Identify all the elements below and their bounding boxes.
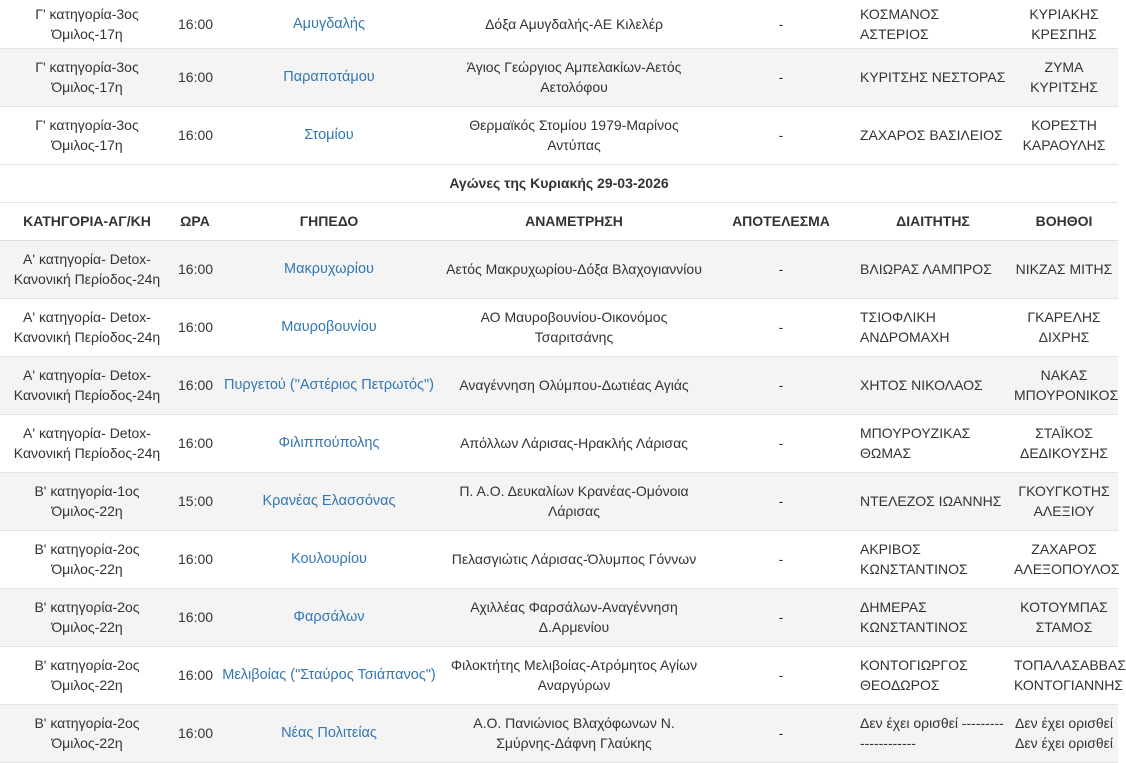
referee-cell: ΖΑΧΑΡΟΣ ΒΑΣΙΛΕΙΟΣ	[860, 127, 1003, 143]
header-venue: ΓΗΠΕΔΟ	[299, 213, 359, 229]
table-row	[0, 106, 1118, 164]
venue-link[interactable]: Κρανέας Ελασσόνας	[262, 493, 396, 509]
table-row	[0, 414, 1118, 472]
category-cell: Β' κατηγορία-2ος Όμιλος-22η	[34, 715, 140, 751]
header-assistants: ΒΟΗΘΟΙ	[1035, 213, 1093, 229]
referee-cell: ΚΥΡΙΤΣΗΣ ΝΕΣΤΟΡΑΣ	[860, 69, 1006, 85]
result-cell: -	[778, 377, 784, 393]
header-match: ΑΝΑΜΕΤΡΗΣΗ	[525, 213, 623, 229]
assistants-cell: ΤΟΠΑΛΑΣΑΒΒΑΣ ΚΟΝΤΟΓΙΑΝΝΗΣ	[1014, 657, 1126, 693]
table-row	[0, 298, 1118, 356]
match-cell: Α.Ο. Πανιώνιος Βλαχόφωνων Ν. Σμύρνης-Δάφνη Γλαύκης	[473, 715, 675, 751]
match-cell: Αναγέννηση Ολύμπου-Δωτιέας Αγιάς	[459, 377, 689, 393]
match-cell: Αετός Μακρυχωρίου-Δόξα Βλαχογιαννίου	[446, 261, 702, 277]
referee-cell: ΧΗΤΟΣ ΝΙΚΟΛΑΟΣ	[860, 377, 983, 393]
assistants-cell: ΓΚΑΡΕΛΗΣ ΔΙΧΡΗΣ	[1027, 309, 1101, 345]
assistants-cell: ΖΥΜΑ ΚΥΡΙΤΣΗΣ	[1030, 59, 1098, 95]
date-heading-row	[0, 164, 1118, 202]
venue-link[interactable]: Παραποτάμου	[283, 69, 375, 85]
venue-link[interactable]: Φιλιππούπολης	[278, 435, 380, 451]
assistants-cell: ΚΟΤΟΥΜΠΑΣ ΣΤΑΜΟΣ	[1020, 599, 1108, 635]
referee-cell: ΔΗΜΕΡΑΣ ΚΩΝΣΤΑΝΤΙΝΟΣ	[860, 599, 968, 635]
category-cell: Β' κατηγορία-2ος Όμιλος-22η	[34, 657, 140, 693]
table-row	[0, 704, 1118, 762]
time-cell: 16:00	[178, 435, 214, 451]
referee-cell: ΒΛΙΩΡΑΣ ΛΑΜΠΡΟΣ	[860, 261, 992, 277]
category-cell: Γ' κατηγορία-3ος Όμιλος-17η	[35, 117, 139, 153]
header-referee: ΔΙΑΙΤΗΤΗΣ	[896, 213, 970, 229]
category-cell: Α' κατηγορία- Detox-Κανονική Περίοδος-24η	[13, 425, 161, 461]
table-row	[0, 356, 1118, 414]
time-cell: 16:00	[178, 319, 214, 335]
category-cell: Α' κατηγορία- Detox-Κανονική Περίοδος-24η	[13, 251, 161, 287]
table-row	[0, 0, 1118, 48]
venue-link[interactable]: Αμυγδαλής	[293, 15, 365, 32]
date-section	[0, 164, 1118, 240]
referee-cell: ΜΠΟΥΡΟΥΖΙΚΑΣ ΘΩΜΑΣ	[860, 425, 971, 461]
result-cell: -	[778, 15, 784, 32]
assistants-cell: Δεν έχει ορισθεί Δεν έχει ορισθεί	[1015, 715, 1113, 751]
time-cell: 16:00	[178, 667, 214, 683]
table-row	[0, 48, 1118, 106]
referee-cell: ΚΟΣΜΑΝΟΣ ΑΣΤΕΡΙΟΣ	[860, 5, 940, 42]
time-cell: 16:00	[178, 261, 214, 277]
referee-cell: ΚΟΝΤΟΓΙΩΡΓΟΣ ΘΕΟΔΩΡΟΣ	[860, 657, 968, 693]
match-cell: Θερμαϊκός Στομίου 1979-Μαρίνος Αντύπας	[469, 117, 679, 153]
sunday-matches	[0, 240, 1126, 762]
assistants-cell: ΓΚΟΥΓΚΟΤΗΣ ΑΛΕΞΙΟΥ	[1018, 483, 1110, 519]
table-row	[0, 530, 1118, 588]
referee-cell: Δεν έχει ορισθεί ---------------------	[860, 715, 1004, 751]
time-cell: 16:00	[178, 15, 214, 32]
result-cell: -	[778, 667, 784, 683]
result-cell: -	[778, 261, 784, 277]
table-header	[0, 202, 1118, 240]
result-cell: -	[778, 319, 784, 335]
result-cell: -	[778, 69, 784, 85]
match-cell: Δόξα Αμυγδαλής-ΑΕ Κιλελέρ	[485, 15, 663, 32]
venue-link[interactable]: Στομίου	[304, 127, 354, 143]
assistants-cell: ΝΑΚΑΣ ΜΠΟΥΡΟΝΙΚΟΣ	[1014, 367, 1119, 403]
result-cell: -	[778, 725, 784, 741]
assistants-cell: ΣΤΑΪΚΟΣ ΔΕΔΙΚΟΥΣΗΣ	[1019, 425, 1109, 461]
venue-link[interactable]: Μακρυχωρίου	[284, 261, 374, 277]
venue-link[interactable]: Πυργετού ("Αστέριος Πετρωτός")	[223, 377, 435, 393]
table-row	[0, 472, 1118, 530]
date-heading: Αγώνες της Κυριακής 29-03-2026	[449, 175, 669, 191]
table-row	[0, 240, 1118, 298]
venue-link[interactable]: Μελιβοίας ("Σταύρος Τσιάπανος")	[222, 667, 436, 683]
venue-link[interactable]: Φαρσάλων	[293, 609, 365, 625]
header-time: ΩΡΑ	[180, 213, 210, 229]
referee-cell: ΑΚΡΙΒΟΣ ΚΩΝΣΤΑΝΤΙΝΟΣ	[860, 541, 968, 577]
match-cell: ΑΟ Μαυροβουνίου-Οικονόμος Τσαριτσάνης	[480, 309, 668, 345]
match-cell: Φιλοκτήτης Μελιβοίας-Ατρόμητος Αγίων Αναργύρων	[450, 657, 698, 693]
referee-cell: ΤΣΙΟΦΛΙΚΗ ΑΝΔΡΟΜΑΧΗ	[860, 309, 950, 345]
assistants-cell: ΝΙΚΖΑΣ ΜΙΤΗΣ	[1015, 261, 1113, 277]
assistants-cell: ΖΑΧΑΡΟΣ ΑΛΕΞΟΠΟΥΛΟΣ	[1014, 541, 1120, 577]
result-cell: -	[778, 435, 784, 451]
venue-link[interactable]: Νέας Πολιτείας	[281, 725, 377, 741]
time-cell: 16:00	[178, 551, 214, 567]
match-cell: Αχιλλέας Φαρσάλων-Αναγέννηση Δ.Αρμενίου	[470, 599, 678, 635]
result-cell: -	[778, 493, 784, 509]
result-cell: -	[778, 609, 784, 625]
category-cell: Β' κατηγορία-2ος Όμιλος-22η	[34, 599, 140, 635]
match-cell: Απόλλων Λάρισας-Ηρακλής Λάρισας	[460, 435, 688, 451]
category-cell: Α' κατηγορία- Detox-Κανονική Περίοδος-24η	[13, 309, 161, 345]
table-row	[0, 646, 1118, 704]
earlier-matches	[0, 0, 1118, 164]
match-cell: Πελασγιώτις Λάρισας-Όλυμπος Γόννων	[451, 551, 697, 567]
time-cell: 16:00	[178, 69, 214, 85]
header-category: ΚΑΤΗΓΟΡΙΑ-ΑΓ/ΚΗ	[23, 213, 151, 229]
time-cell: 16:00	[178, 609, 214, 625]
match-cell: Π. Α.Ο. Δευκαλίων Κρανέας-Ομόνοια Λάρισας	[459, 483, 689, 519]
assistants-cell: ΚΥΡΙΑΚΗΣ ΚΡΕΣΠΗΣ	[1029, 5, 1099, 42]
match-cell: Άγιος Γεώργιος Αμπελακίων-Αετός Αετολόφου	[466, 59, 682, 95]
result-cell: -	[778, 127, 784, 143]
header-result: ΑΠΟΤΕΛΕΣΜΑ	[732, 213, 830, 229]
assistants-cell: ΚΟΡΕΣΤΗ ΚΑΡΑΟΥΛΗΣ	[1022, 117, 1106, 153]
time-cell: 16:00	[178, 127, 214, 143]
venue-link[interactable]: Κουλουρίου	[291, 551, 367, 567]
time-cell: 15:00	[178, 493, 214, 509]
category-cell: Α' κατηγορία- Detox-Κανονική Περίοδος-24η	[13, 367, 161, 403]
time-cell: 16:00	[178, 377, 214, 393]
table-row	[0, 588, 1118, 646]
referee-cell: ΝΤΕΛΕΖΟΣ ΙΩΑΝΝΗΣ	[860, 493, 1002, 509]
category-cell: Γ' κατηγορία-3ος Όμιλος-17η	[35, 5, 139, 42]
category-cell: Β' κατηγορία-1ος Όμιλος-22η	[34, 483, 140, 519]
category-cell: Γ' κατηγορία-3ος Όμιλος-17η	[35, 59, 139, 95]
category-cell: Β' κατηγορία-2ος Όμιλος-22η	[34, 541, 140, 577]
time-cell: 16:00	[178, 725, 214, 741]
venue-link[interactable]: Μαυροβουνίου	[281, 319, 377, 335]
result-cell: -	[778, 551, 784, 567]
